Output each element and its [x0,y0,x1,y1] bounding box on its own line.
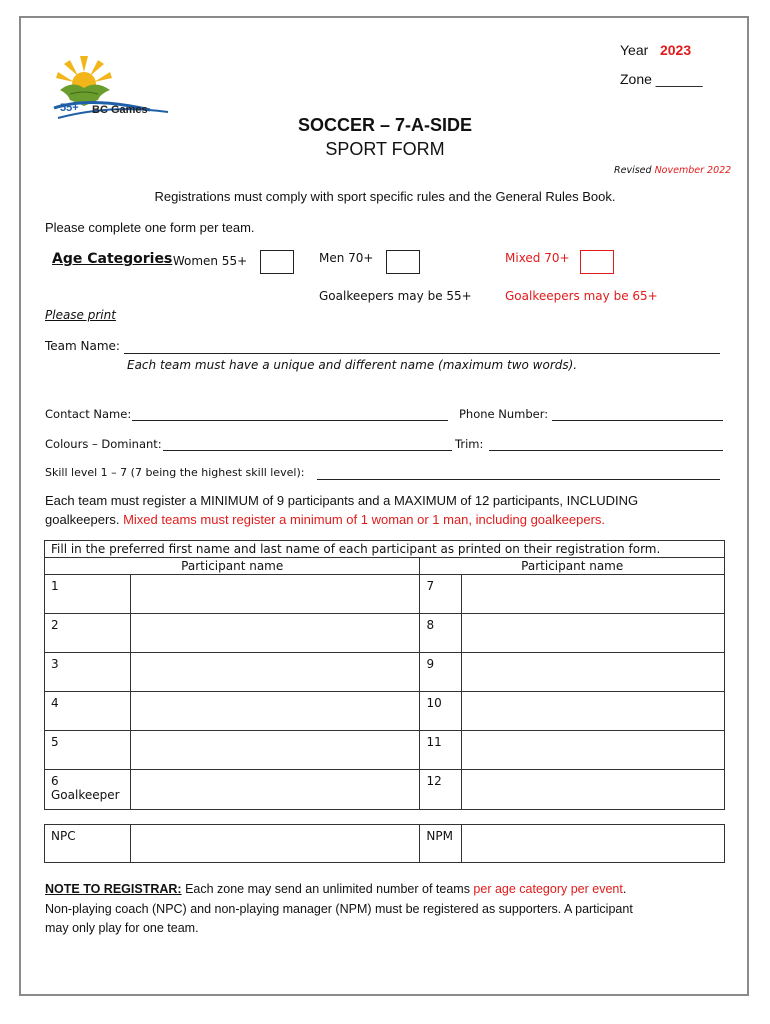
table-instruction: Fill in the preferred first name and last name of each participant as printed on their registration form. [45,541,725,558]
participant-name-cell[interactable] [462,614,725,653]
npc-name-cell[interactable] [130,825,420,863]
revised-date: November 2022 [654,165,732,176]
supporters-table [44,824,725,863]
compliance-text: Registrations must comply with sport specific rules and the General Rules Book. [154,189,616,204]
table-row [45,575,725,614]
team-name-note: Each team must have a unique and different name (maximum two words). [127,358,578,372]
table-instruction-row [45,541,725,558]
bc-games-logo [50,50,180,125]
min-max-rule: Each team must register a MINIMUM of 9 participants and a MAXIMUM of 12 participants, INCLUDING [45,493,639,508]
men-category-label: Men 70+ [319,251,374,265]
npm-name-cell[interactable] [462,825,725,863]
row-number-right: 11 [420,731,462,770]
table-row [45,770,725,810]
mixed-team-rule: Mixed teams must register a minimum of 1 woman or 1 man, including goalkeepers. [123,512,606,527]
age-categories-heading: Age Categories [52,251,173,267]
table-header-row [45,558,725,575]
row-number-left: 4 [45,692,131,731]
participant-name-cell[interactable] [130,692,419,731]
table-row [45,614,725,653]
registrar-note-period: . [622,882,627,896]
skill-level-input[interactable] [317,467,720,480]
participant-name-cell[interactable] [462,692,725,731]
goalkeepers-prefix: goalkeepers. [45,512,120,527]
participant-name-cell[interactable] [462,770,725,810]
trim-label: Trim: [455,437,484,451]
table-row [45,825,725,863]
column-header-left: Participant name [45,558,420,575]
mixed-rule-line [45,512,605,527]
registrar-note-line2: Non-playing coach (NPC) and non-playing manager (NPM) must be registered as supporters. A participant [45,902,633,916]
row-number-left: 1 [45,575,131,614]
participant-name-cell[interactable] [462,731,725,770]
participant-name-cell[interactable] [130,614,419,653]
row-number-right: 12 [420,770,462,810]
contact-name-input[interactable] [132,408,448,421]
one-form-text: Please complete one form per team. [45,220,255,235]
trim-input[interactable] [489,438,723,451]
npc-label: NPC [45,825,131,863]
row-number-left: 3 [45,653,131,692]
women-category-label: – Women 55+ [163,254,248,268]
registrar-note-line1 [45,882,626,896]
npm-label: NPM [420,825,462,863]
participants-table [44,540,725,810]
form-subtitle: SPORT FORM [325,139,445,159]
participant-name-cell[interactable] [130,770,419,810]
colours-dominant-label: Colours – Dominant: [45,437,162,451]
goalkeepers-men-note: Goalkeepers may be 55+ [319,289,472,303]
team-name-input[interactable] [124,341,720,354]
row-number-left: 6 [51,774,59,788]
goalkeeper-label: Goalkeeper [51,788,120,802]
table-row [45,653,725,692]
contact-name-label: Contact Name: [45,407,132,421]
row-number-right: 9 [420,653,462,692]
row-number-left: 2 [45,614,131,653]
form-title: SOCCER – 7-A-SIDE [297,115,473,135]
colours-dominant-input[interactable] [163,438,452,451]
row-number-right: 10 [420,692,462,731]
phone-number-input[interactable] [552,408,723,421]
year-label: Year [620,42,649,58]
participant-name-cell[interactable] [130,731,419,770]
revised-label: Revised [614,165,652,176]
year-value: 2023 [659,42,692,58]
registrar-note-label: NOTE TO REGISTRAR: [45,882,182,896]
row-number-left-goalkeeper [45,770,131,810]
goalkeepers-mixed-note: Goalkeepers may be 65+ [505,289,658,303]
registrar-note-text: Each zone may send an unlimited number of teams [181,882,474,896]
skill-level-label: Skill level 1 – 7 (7 being the highest skill level): [45,466,305,479]
row-number-right: 8 [420,614,462,653]
revised-note [614,165,731,176]
participant-name-cell[interactable] [462,575,725,614]
zone-field[interactable]: Zone ______ [620,71,703,87]
men-checkbox[interactable] [386,250,420,274]
women-checkbox[interactable] [260,250,294,274]
logo-text: BC Games [92,104,148,116]
registrar-note-line3: may only play for one team. [45,921,199,935]
team-name-label: Team Name: [45,339,120,353]
participant-name-cell[interactable] [130,653,419,692]
table-row [45,692,725,731]
year-line [620,42,691,58]
participant-name-cell[interactable] [130,575,419,614]
registrar-note-highlight: per age category per event [473,882,623,896]
participant-name-cell[interactable] [462,653,725,692]
please-print-label: Please print [45,308,116,322]
column-header-right: Participant name [420,558,725,575]
row-number-left: 5 [45,731,131,770]
mixed-category-label: Mixed 70+ [505,251,570,265]
mixed-checkbox[interactable] [580,250,614,274]
row-number-right: 7 [420,575,462,614]
logo-badge: 55+ [60,102,79,114]
table-row [45,731,725,770]
phone-number-label: Phone Number: [459,407,549,421]
